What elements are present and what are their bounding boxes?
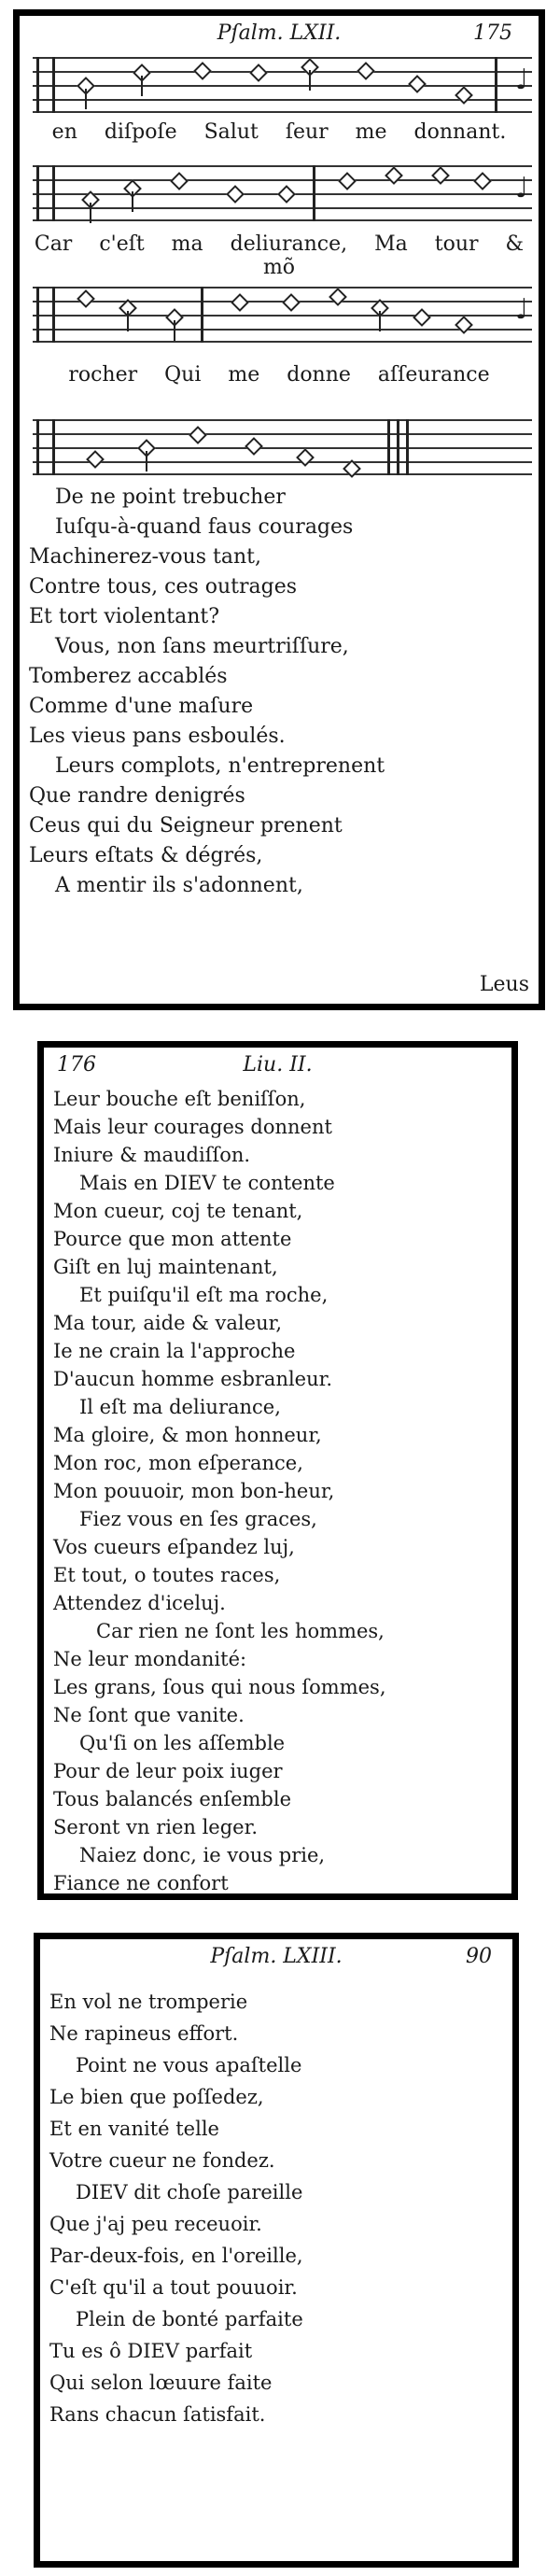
verse-line: Vos cueurs eſpandez luj, bbox=[53, 1536, 295, 1558]
verse-line: Votre cueur ne fondez. bbox=[49, 2149, 275, 2172]
verse-line: Iniure & maudiſſon. bbox=[53, 1144, 251, 1166]
bar-line bbox=[406, 419, 409, 475]
verse-line: Car rien ne ſont les hommes, bbox=[96, 1620, 385, 1642]
verse-line: Et tout, o toutes races, bbox=[53, 1564, 281, 1586]
note bbox=[189, 426, 207, 444]
note bbox=[357, 62, 375, 80]
verse-line: Seront vn rien leger. bbox=[53, 1816, 259, 1838]
page-90 bbox=[34, 1933, 519, 2568]
running-head: Liu. II. bbox=[243, 1053, 313, 1077]
page-number: 90 bbox=[466, 1945, 492, 1968]
clef bbox=[36, 287, 55, 343]
verse-line: Que j'aj peu receuoir. bbox=[49, 2213, 262, 2235]
music-staff bbox=[33, 165, 532, 221]
verse-line: Ne ſont que vanite. bbox=[53, 1704, 245, 1726]
verse-line: Tu es ô DIEV parfait bbox=[49, 2340, 253, 2362]
custos: ♩ bbox=[514, 63, 528, 96]
verse-line: Pour de leur poix iuger bbox=[53, 1760, 283, 1782]
verse-line: C'eſt qu'il a tout pouuoir. bbox=[49, 2276, 298, 2299]
verse-line: Ne rapineus effort. bbox=[49, 2022, 239, 2045]
note bbox=[86, 450, 105, 469]
verse-line: A mentir ils s'adonnent, bbox=[55, 874, 303, 897]
verse-line: Contre tous, ces outrages bbox=[29, 575, 298, 598]
verse-line: Vous, non ſans meurtriſſure, bbox=[55, 635, 349, 658]
lyric-line: en diſpoſe Salut ſeur me donnant. bbox=[51, 120, 507, 144]
verse-line: Rans chacun ſatisfait. bbox=[49, 2403, 266, 2426]
note bbox=[385, 166, 403, 185]
custos: ♩ bbox=[514, 172, 528, 204]
note bbox=[431, 166, 450, 185]
bar-line bbox=[201, 287, 203, 343]
verse-line: Attendez d'iceluj. bbox=[53, 1592, 226, 1614]
music-staff bbox=[33, 287, 532, 343]
bar-line bbox=[387, 419, 390, 475]
note-stem bbox=[85, 89, 87, 109]
custos: ♩ bbox=[514, 293, 528, 326]
note bbox=[277, 185, 296, 204]
verse-line: Mon pouuoir, mon bon-heur, bbox=[53, 1480, 335, 1502]
note bbox=[338, 172, 357, 190]
music-staff bbox=[33, 419, 532, 475]
verse-line: Mon cueur, coj te tenant, bbox=[53, 1200, 303, 1222]
note-stem bbox=[90, 203, 91, 223]
verse-line: Point ne vous apaſtelle bbox=[76, 2054, 302, 2076]
page-number: 175 bbox=[473, 21, 512, 45]
verse-line: Ne leur mondanité: bbox=[53, 1648, 247, 1670]
verse-line: Et tort violentant? bbox=[29, 605, 220, 628]
verse-line: Mon roc, mon eſperance, bbox=[53, 1452, 303, 1474]
note bbox=[77, 289, 95, 308]
note-stem bbox=[174, 320, 175, 341]
verse-line: Le bien que poſſedez, bbox=[49, 2086, 264, 2108]
verse-line: Les grans, ſous qui nous ſommes, bbox=[53, 1676, 386, 1698]
verse-line: En vol ne tromperie bbox=[49, 1991, 248, 2013]
note bbox=[245, 437, 263, 456]
verse-line: Plein de bonté parfaite bbox=[76, 2308, 303, 2330]
page-175 bbox=[13, 9, 545, 1010]
verse-line: Naiez donc, ie vous prie, bbox=[79, 1844, 326, 1866]
note bbox=[231, 293, 249, 312]
verse-line: Et en vanité telle bbox=[49, 2118, 219, 2140]
verse-line: Ie ne crain la l'approche bbox=[53, 1340, 296, 1362]
clef bbox=[36, 57, 55, 113]
note-stem bbox=[146, 451, 147, 472]
running-head: Pſalm. LXIII. bbox=[210, 1945, 343, 1968]
verse-line: Tomberez accablés bbox=[29, 665, 228, 688]
verse-block bbox=[20, 483, 539, 901]
running-head: Pſalm. LXII. bbox=[217, 21, 342, 45]
note bbox=[193, 62, 212, 80]
note bbox=[226, 185, 245, 204]
verse-line: Leur bouche eſt beniſſon, bbox=[53, 1088, 306, 1110]
bar-line bbox=[397, 419, 399, 475]
page-number: 176 bbox=[57, 1053, 96, 1077]
lyric-line: Car c'eſt ma deliurance, Ma tour & mõ bbox=[34, 232, 525, 279]
clef bbox=[36, 419, 55, 475]
verse-line: Par-deux-fois, en l'oreille, bbox=[49, 2245, 303, 2267]
verse-line: Leurs complots, n'entreprenent bbox=[55, 754, 385, 778]
verse-line: Pource que mon attente bbox=[53, 1228, 292, 1250]
note bbox=[473, 172, 492, 190]
verse-line: Machinerez-vous tant, bbox=[29, 545, 262, 569]
note bbox=[296, 448, 315, 467]
verse-line: Leurs eſtats & dégrés, bbox=[29, 844, 263, 867]
note bbox=[455, 86, 473, 105]
verse-line: Les vieus pans esboulés. bbox=[29, 725, 286, 748]
verse-line: Fiez vous en ſes graces, bbox=[79, 1508, 317, 1530]
verse-line: Ceus qui du Seigneur prenent bbox=[29, 814, 343, 838]
verse-line: Qui selon lœuure faite bbox=[49, 2372, 273, 2394]
note-stem bbox=[132, 191, 133, 212]
verse-line: Que randre denigrés bbox=[29, 784, 245, 808]
note-stem bbox=[141, 76, 143, 96]
verse-line: De ne point trebucher bbox=[55, 486, 286, 509]
verse-line: Comme d'une maſure bbox=[29, 695, 254, 718]
verse-line: Mais leur courages donnent bbox=[53, 1116, 332, 1138]
note bbox=[170, 172, 189, 190]
lyric-line: rocher Qui me donne aſſeurance bbox=[68, 363, 490, 387]
verse-line: Fiance ne confort bbox=[53, 1872, 229, 1894]
verse-line: Et puiſqu'il eſt ma roche, bbox=[79, 1284, 329, 1306]
note bbox=[455, 316, 473, 334]
bar-line bbox=[495, 57, 497, 113]
verse-block bbox=[40, 1986, 512, 2430]
catchword: Leus bbox=[479, 973, 529, 996]
note-stem bbox=[309, 70, 311, 91]
bar-line bbox=[313, 165, 315, 221]
note bbox=[329, 288, 347, 306]
page-176 bbox=[37, 1041, 518, 1900]
note bbox=[249, 63, 268, 82]
clef bbox=[36, 165, 55, 221]
note bbox=[282, 293, 301, 312]
verse-block bbox=[44, 1085, 511, 1897]
verse-line: DIEV dit choſe pareille bbox=[76, 2181, 303, 2203]
verse-line: Tous balancés enſemble bbox=[53, 1788, 292, 1810]
verse-line: Iuſqu-à-quand faus courages bbox=[55, 515, 354, 539]
note-stem bbox=[127, 311, 129, 331]
verse-line: Qu'ſi on les aſſemble bbox=[79, 1732, 286, 1754]
note bbox=[413, 308, 431, 327]
note-stem bbox=[379, 311, 381, 331]
verse-line: D'aucun homme esbranleur. bbox=[53, 1368, 333, 1390]
verse-line: Ma tour, aide & valeur, bbox=[53, 1312, 282, 1334]
music-staff bbox=[33, 57, 532, 113]
verse-line: Mais en DIEV te contente bbox=[79, 1172, 335, 1194]
verse-line: Il eſt ma deliurance, bbox=[79, 1396, 281, 1418]
verse-line: Giſt en luj maintenant, bbox=[53, 1256, 278, 1278]
verse-line: Ma gloire, & mon honneur, bbox=[53, 1424, 322, 1446]
note bbox=[408, 75, 427, 93]
